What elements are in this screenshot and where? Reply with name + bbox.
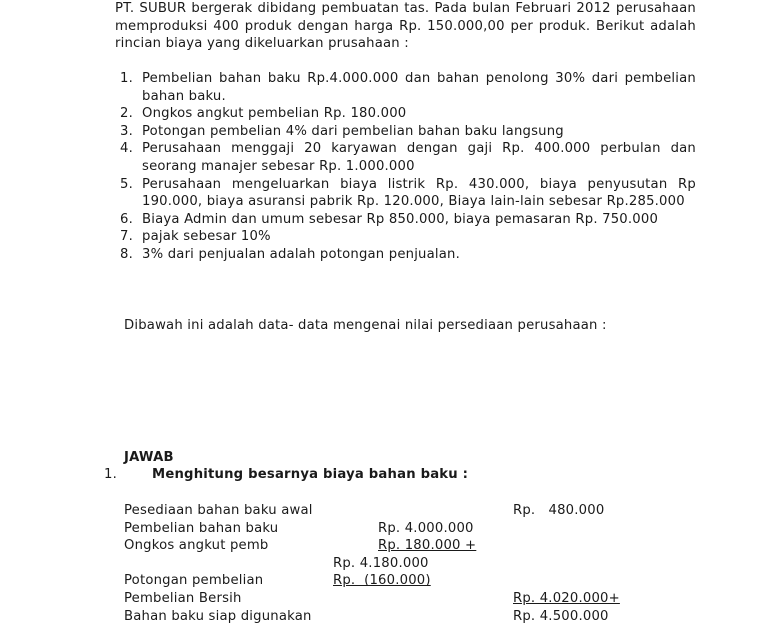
cost-list (115, 70, 696, 264)
table-row (0, 537, 768, 555)
calculation-table (0, 502, 768, 625)
intro-paragraph: PT. SUBUR bergerak dibidang pembuatan tas. Pada bulan Februari 2012 perusahaan memproduksi 400 produk dengan harga Rp. 150.000,00 per produk. Berikut adalah rincian biaya yang dikeluarkan prusahaan : (115, 1, 696, 51)
row-value: Rp. (160.000) (333, 573, 431, 589)
row-label: Pembelian Bersih (124, 590, 242, 606)
list-item: 8. 3% dari penjualan adalah potongan penjualan. (120, 246, 460, 262)
row-label: Pesediaan bahan baku awal (124, 503, 313, 518)
list-item: 1. Pembelian bahan baku Rp.4.000.000 dan bahan penolong 30% dari pembelian bahan baku. (120, 71, 696, 104)
answer-heading: JAWAB (124, 450, 174, 465)
table-row (0, 608, 768, 626)
row-label: Ongkos angkut pemb (124, 538, 269, 554)
table-row (0, 520, 768, 538)
table-row (0, 555, 768, 573)
list-item: 2. Ongkos angkut pembelian Rp. 180.000 (120, 106, 407, 122)
row-value: Rp. 4.500.000 (513, 608, 609, 624)
table-row (0, 502, 768, 520)
inventory-intro-line: Dibawah ini adalah data- data mengenai nilai persediaan perusahaan : (124, 318, 607, 333)
row-label: Bahan baku siap digunakan (124, 608, 312, 624)
row-value: Rp. 4.020.000+ (513, 590, 620, 606)
table-row (0, 572, 768, 590)
section-heading (104, 466, 468, 484)
row-value: Rp. 4.000.000 (378, 520, 474, 536)
row-value: Rp. 180.000 + (378, 538, 477, 554)
list-item: 4. Perusahaan menggaji 20 karyawan dengan gaji Rp. 400.000 perbulan dan seorang manajer sebesar Rp. 1.000.000 (120, 141, 696, 174)
row-label: Potongan pembelian (124, 573, 264, 589)
list-item: 6. Biaya Admin dan umum sebesar Rp 850.000, biaya pemasaran Rp. 750.000 (120, 211, 659, 227)
section-title: Menghitung besarnya biaya bahan baku : (152, 467, 469, 482)
table-row (0, 590, 768, 608)
list-item: 5. Perusahaan mengeluarkan biaya listrik Rp. 430.000, biaya penyusutan Rp 190.000, biaya asuransi pabrik Rp. 120.000, Biaya lain-lain sebesar Rp.285.000 (120, 176, 696, 210)
list-item: 7. pajak sebesar 10% (120, 229, 271, 245)
row-value: Rp. 480.000 (513, 503, 605, 518)
list-item: 3. Potongan pembelian 4% dari pembelian bahan baku langsung (120, 123, 564, 139)
row-value: Rp. 4.180.000 (333, 555, 429, 571)
row-label: Pembelian bahan baku (124, 520, 279, 536)
section-number: 1. (104, 467, 117, 482)
